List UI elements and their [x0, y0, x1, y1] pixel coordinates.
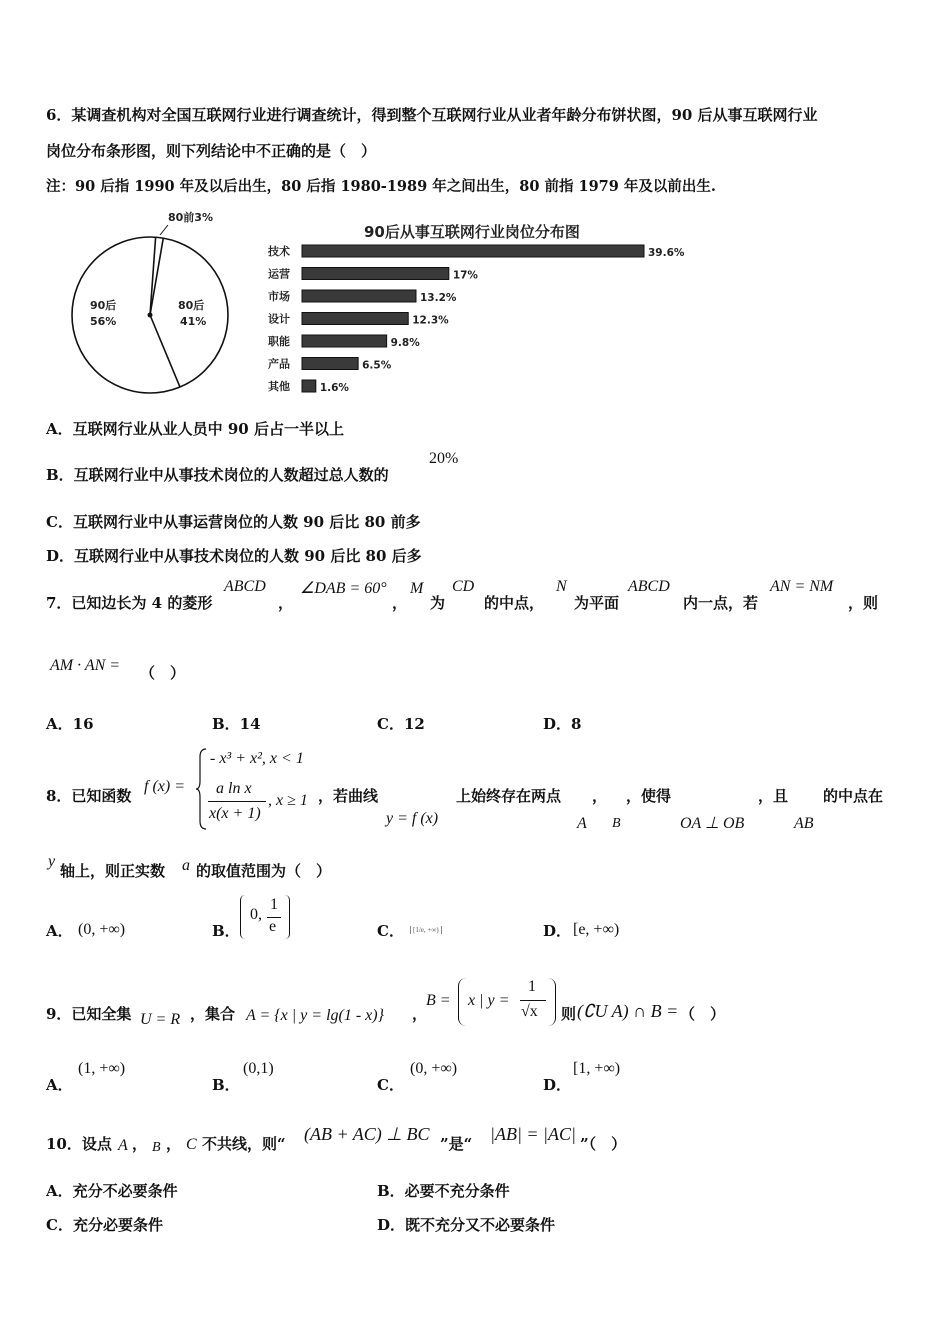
- q9-blank: （ ）: [680, 1005, 726, 1023]
- q9-option-b-value: (0,1): [243, 1060, 274, 1077]
- q8-perpendicular: OA ⊥ OB: [680, 815, 745, 832]
- q10-point-a: A: [118, 1137, 128, 1154]
- q8-curve: y = f (x): [386, 810, 439, 827]
- q10-option-b: B．必要不充分条件: [377, 1182, 510, 1200]
- bar-5: [302, 358, 358, 370]
- q8-var-a: a: [182, 857, 190, 874]
- pie-label-90: 90后: [90, 299, 117, 312]
- pie-label-80: 80后: [178, 299, 205, 312]
- q9-option-d-label: D．: [543, 1076, 572, 1094]
- q8-case2-numerator: a ln x: [216, 780, 252, 797]
- q8-option-d-label: D．: [543, 922, 572, 940]
- q8-option-b-label: B．: [212, 922, 240, 940]
- pie-boundary-2: [150, 315, 180, 387]
- q7-option-a: A．16: [46, 715, 94, 733]
- bar-chart-title: 90后从事互联网行业岗位分布图: [364, 223, 580, 241]
- q8-point-b: B: [612, 816, 621, 831]
- q8-brace: [196, 747, 208, 831]
- q7-point-n: N: [556, 578, 567, 595]
- bar-6: [302, 380, 316, 392]
- q7-option-b: B．14: [212, 715, 261, 733]
- age-pie-chart: [60, 205, 260, 405]
- bar-category-4: 职能: [268, 335, 290, 348]
- q8-option-d-value: [e, +∞): [573, 921, 620, 938]
- q7-rhombus: ABCD: [224, 578, 266, 595]
- bar-1: [302, 268, 449, 280]
- q8-option-a-value: (0, +∞): [78, 921, 126, 938]
- q6-stem-line1: 6．某调查机构对全国互联网行业进行调查统计，得到整个互联网行业从业者年龄分布饼状图，90 后从事互联网行业: [46, 106, 818, 124]
- q10-option-c: C．充分必要条件: [46, 1216, 163, 1234]
- q8-segment-ab: AB: [794, 815, 814, 832]
- q10-condition-2: |AB| = |AC|: [490, 1124, 576, 1144]
- q7-angle: ∠DAB = 60°: [300, 580, 387, 597]
- q7-stem-prefix: 7．已知边长为 4 的菱形: [46, 594, 213, 612]
- bar-0: [302, 245, 644, 257]
- q8-case2-denominator: x(x + 1): [209, 805, 261, 822]
- bar-category-3: 设计: [268, 312, 290, 326]
- q10-option-a: A．充分不必要条件: [46, 1182, 178, 1200]
- q9-set-b-den: √x: [521, 1003, 538, 1020]
- pie-pct-90: 56%: [90, 315, 117, 328]
- bar-value-1: 17%: [452, 269, 478, 282]
- q9-set-b-inner: x | y =: [468, 992, 510, 1009]
- q6-option-d: D．互联网行业中从事技术岗位的人数 90 后比 80 后多: [46, 547, 422, 565]
- q7-plane: ABCD: [628, 578, 670, 595]
- bar-value-3: 12.3%: [412, 314, 449, 327]
- q10-point-b: B: [152, 1140, 161, 1155]
- q8-option-b-den: e: [269, 918, 277, 935]
- q7-condition: AN = NM: [770, 578, 834, 595]
- q8-option-c-value: [1/e, +∞): [410, 926, 442, 934]
- q9-universal-set: U = R: [140, 1011, 181, 1028]
- q8-option-b-num: 1: [270, 896, 278, 913]
- q9-option-a-label: A．: [46, 1076, 73, 1094]
- q6-note: 注：90 后指 1990 年及以后出生，80 后指 1980-1989 年之间出生，80 前指 1979 年及以前出生.: [46, 178, 716, 195]
- q10-option-d: D．既不充分又不必要条件: [377, 1216, 556, 1234]
- pie-pct-80: 41%: [180, 315, 207, 328]
- bar-value-6: 1.6%: [319, 382, 349, 394]
- job-bar-chart: [262, 215, 702, 405]
- bar-category-0: 技术: [268, 245, 290, 258]
- bar-category-2: 市场: [268, 290, 290, 303]
- q7-expression: AM · AN =: [50, 657, 121, 674]
- q8-case2-condition: , x ≥ 1: [268, 792, 308, 809]
- q9-option-c-label: C．: [377, 1076, 404, 1094]
- bar-value-4: 9.8%: [390, 337, 420, 349]
- pie-center: [148, 313, 153, 318]
- bar-value-5: 6.5%: [362, 359, 392, 372]
- bar-2: [302, 290, 416, 302]
- bar-category-1: 运营: [268, 267, 290, 281]
- q8-option-a-label: A．: [46, 922, 73, 940]
- q7-option-d: D．8: [543, 715, 582, 733]
- q6-option-c: C．互联网行业中从事运营岗位的人数 90 后比 80 前多: [46, 513, 421, 531]
- q9-set-b-num: 1: [528, 978, 536, 995]
- q6-option-b: B．互联网行业中从事技术岗位的人数超过总人数的: [46, 466, 389, 484]
- q7-option-c: C．12: [377, 715, 425, 733]
- bar-value-0: 39.6%: [648, 247, 685, 259]
- q10-condition-1: (AB + AC) ⊥ BC: [304, 1124, 430, 1144]
- q9-set-b-left: B =: [426, 992, 451, 1009]
- q9-option-d-value: [1, +∞): [573, 1060, 621, 1077]
- bar-category-6: 其他: [268, 380, 290, 393]
- pie-leader-line: [160, 225, 168, 235]
- q10-stem-prefix: 10．设点: [46, 1135, 112, 1153]
- q8-y-axis: y: [48, 853, 56, 870]
- bar-3: [302, 313, 408, 325]
- q9-set-a: A = {x | y = lg(1 - x)}: [246, 1007, 385, 1024]
- q7-blank: （ ）: [140, 664, 186, 682]
- q6-option-b-value: 20%: [429, 450, 459, 467]
- q7-segment-cd: CD: [452, 578, 475, 595]
- q8-option-b-left: 0,: [250, 906, 262, 923]
- q9-stem-prefix: 9．已知全集: [46, 1005, 132, 1023]
- q8-fx: f (x) =: [144, 778, 185, 795]
- pie-label-80-before: 80前3%: [168, 211, 213, 224]
- q8-point-a: A: [577, 815, 587, 832]
- q8-option-c-label: C．: [377, 922, 404, 940]
- q9-expression: (∁U A) ∩ B =: [577, 1001, 679, 1021]
- q9-option-b-label: B．: [212, 1076, 240, 1094]
- q9-option-a-value: (1, +∞): [78, 1060, 126, 1077]
- q6-stem-line2: 岗位分布条形图，则下列结论中不正确的是（ ）: [46, 142, 377, 160]
- bar-category-5: 产品: [268, 357, 290, 371]
- q8-case1: - x³ + x², x < 1: [210, 750, 304, 767]
- q7-point-m: M: [410, 580, 424, 597]
- q8-stem-prefix: 8．已知函数: [46, 787, 132, 805]
- q10-point-c: C: [186, 1136, 197, 1153]
- bar-value-2: 13.2%: [420, 292, 457, 304]
- bar-4: [302, 335, 387, 347]
- q6-option-a: A．互联网行业从业人员中 90 后占一半以上: [46, 420, 344, 438]
- q9-option-c-value: (0, +∞): [410, 1060, 458, 1077]
